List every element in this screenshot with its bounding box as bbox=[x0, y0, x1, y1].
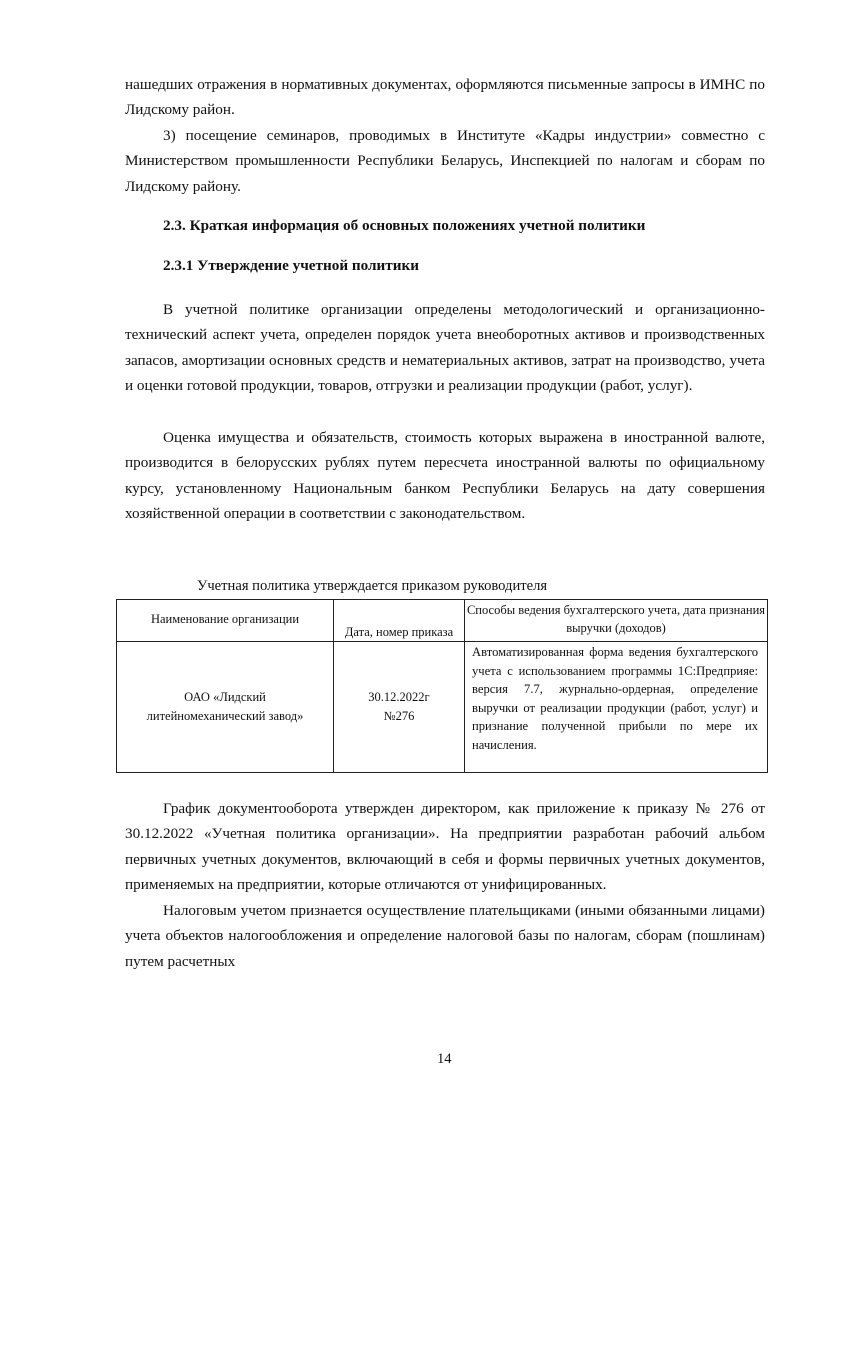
paragraph-accounting-policy: В учетной политике организации определены методологический и организационно-технический аспект учета, определен порядок учета внеоборотных активов и производственных запасов, амортизации основных средств и нематериальных активов, затрат на производство, учета и оценки готовой продукции, товаров, отгрузки и реализации продукции (работ, услуг). bbox=[125, 301, 765, 395]
section-heading: 2.3. Краткая информация об основных положениях учетной политики bbox=[163, 217, 646, 234]
page-number: 14 bbox=[437, 1051, 452, 1067]
header-order-date: Дата, номер приказа bbox=[334, 600, 465, 642]
paragraph-document-flow: График документооборота утвержден директором, как приложение к приказу № 276 от 30.12.2022 «Учетная политика организации». На предприятии разработан рабочий альбом первичных учетных документов, включающий в себя и формы первичных учетных документов, применяемых на предприятии, которые отличаются от унифицированных. bbox=[125, 800, 765, 894]
organization-name-line1: ОАО «Лидский bbox=[184, 690, 266, 705]
cell-organization bbox=[117, 642, 334, 773]
header-accounting-method: Способы ведения бухгалтерского учета, дата признания выручки (доходов) bbox=[465, 600, 768, 642]
order-number: №276 bbox=[383, 709, 415, 723]
table-header-row bbox=[117, 600, 768, 642]
table-caption: Учетная политика утверждается приказом руководителя bbox=[197, 578, 548, 594]
subsection-heading: 2.3.1 Утверждение учетной политики bbox=[163, 257, 420, 274]
organization-name-line2: литейномеханический завод» bbox=[146, 709, 304, 723]
order-date: 30.12.2022г bbox=[368, 690, 430, 705]
cell-order-date bbox=[334, 642, 465, 773]
paragraph-tax-accounting: Налоговым учетом признается осуществление плательщиками (иными обязанными лицами) учета объектов налогообложения и определение налоговой базы по налогам, сборам (пошлинам) путем расчетных bbox=[125, 902, 765, 970]
table-row bbox=[117, 642, 768, 773]
header-organization: Наименование организации bbox=[117, 600, 334, 642]
paragraph-seminars: 3) посещение семинаров, проводимых в Институте «Кадры индустрии» совместно с Министерством промышленности Республики Беларусь, Инспекцией по налогам и сборам по Лидскому району. bbox=[125, 127, 765, 195]
paragraph-foreign-currency: Оценка имущества и обязательств, стоимость которых выражена в иностранной валюте, производится в белорусских рублях путем пересчета иностранной валюты по официальному курсу, установленному Национальным банком Республики Беларусь на дату совершения хозяйственной операции в соответствии с законодательством. bbox=[125, 429, 765, 523]
cell-accounting-method: Автоматизированная форма ведения бухгалтерского учета с использованием программы 1С:Предприяе: версия 7.7, журнально-ордерная, определение выручки от реализации продукции (работ, услуг) и признание полученной прибыли по мере их начисления. bbox=[465, 642, 768, 773]
paragraph-continuation: нашедших отражения в нормативных документах, оформляются письменные запросы в ИМНС по Лидскому район. bbox=[125, 76, 765, 119]
policy-table bbox=[116, 599, 768, 773]
